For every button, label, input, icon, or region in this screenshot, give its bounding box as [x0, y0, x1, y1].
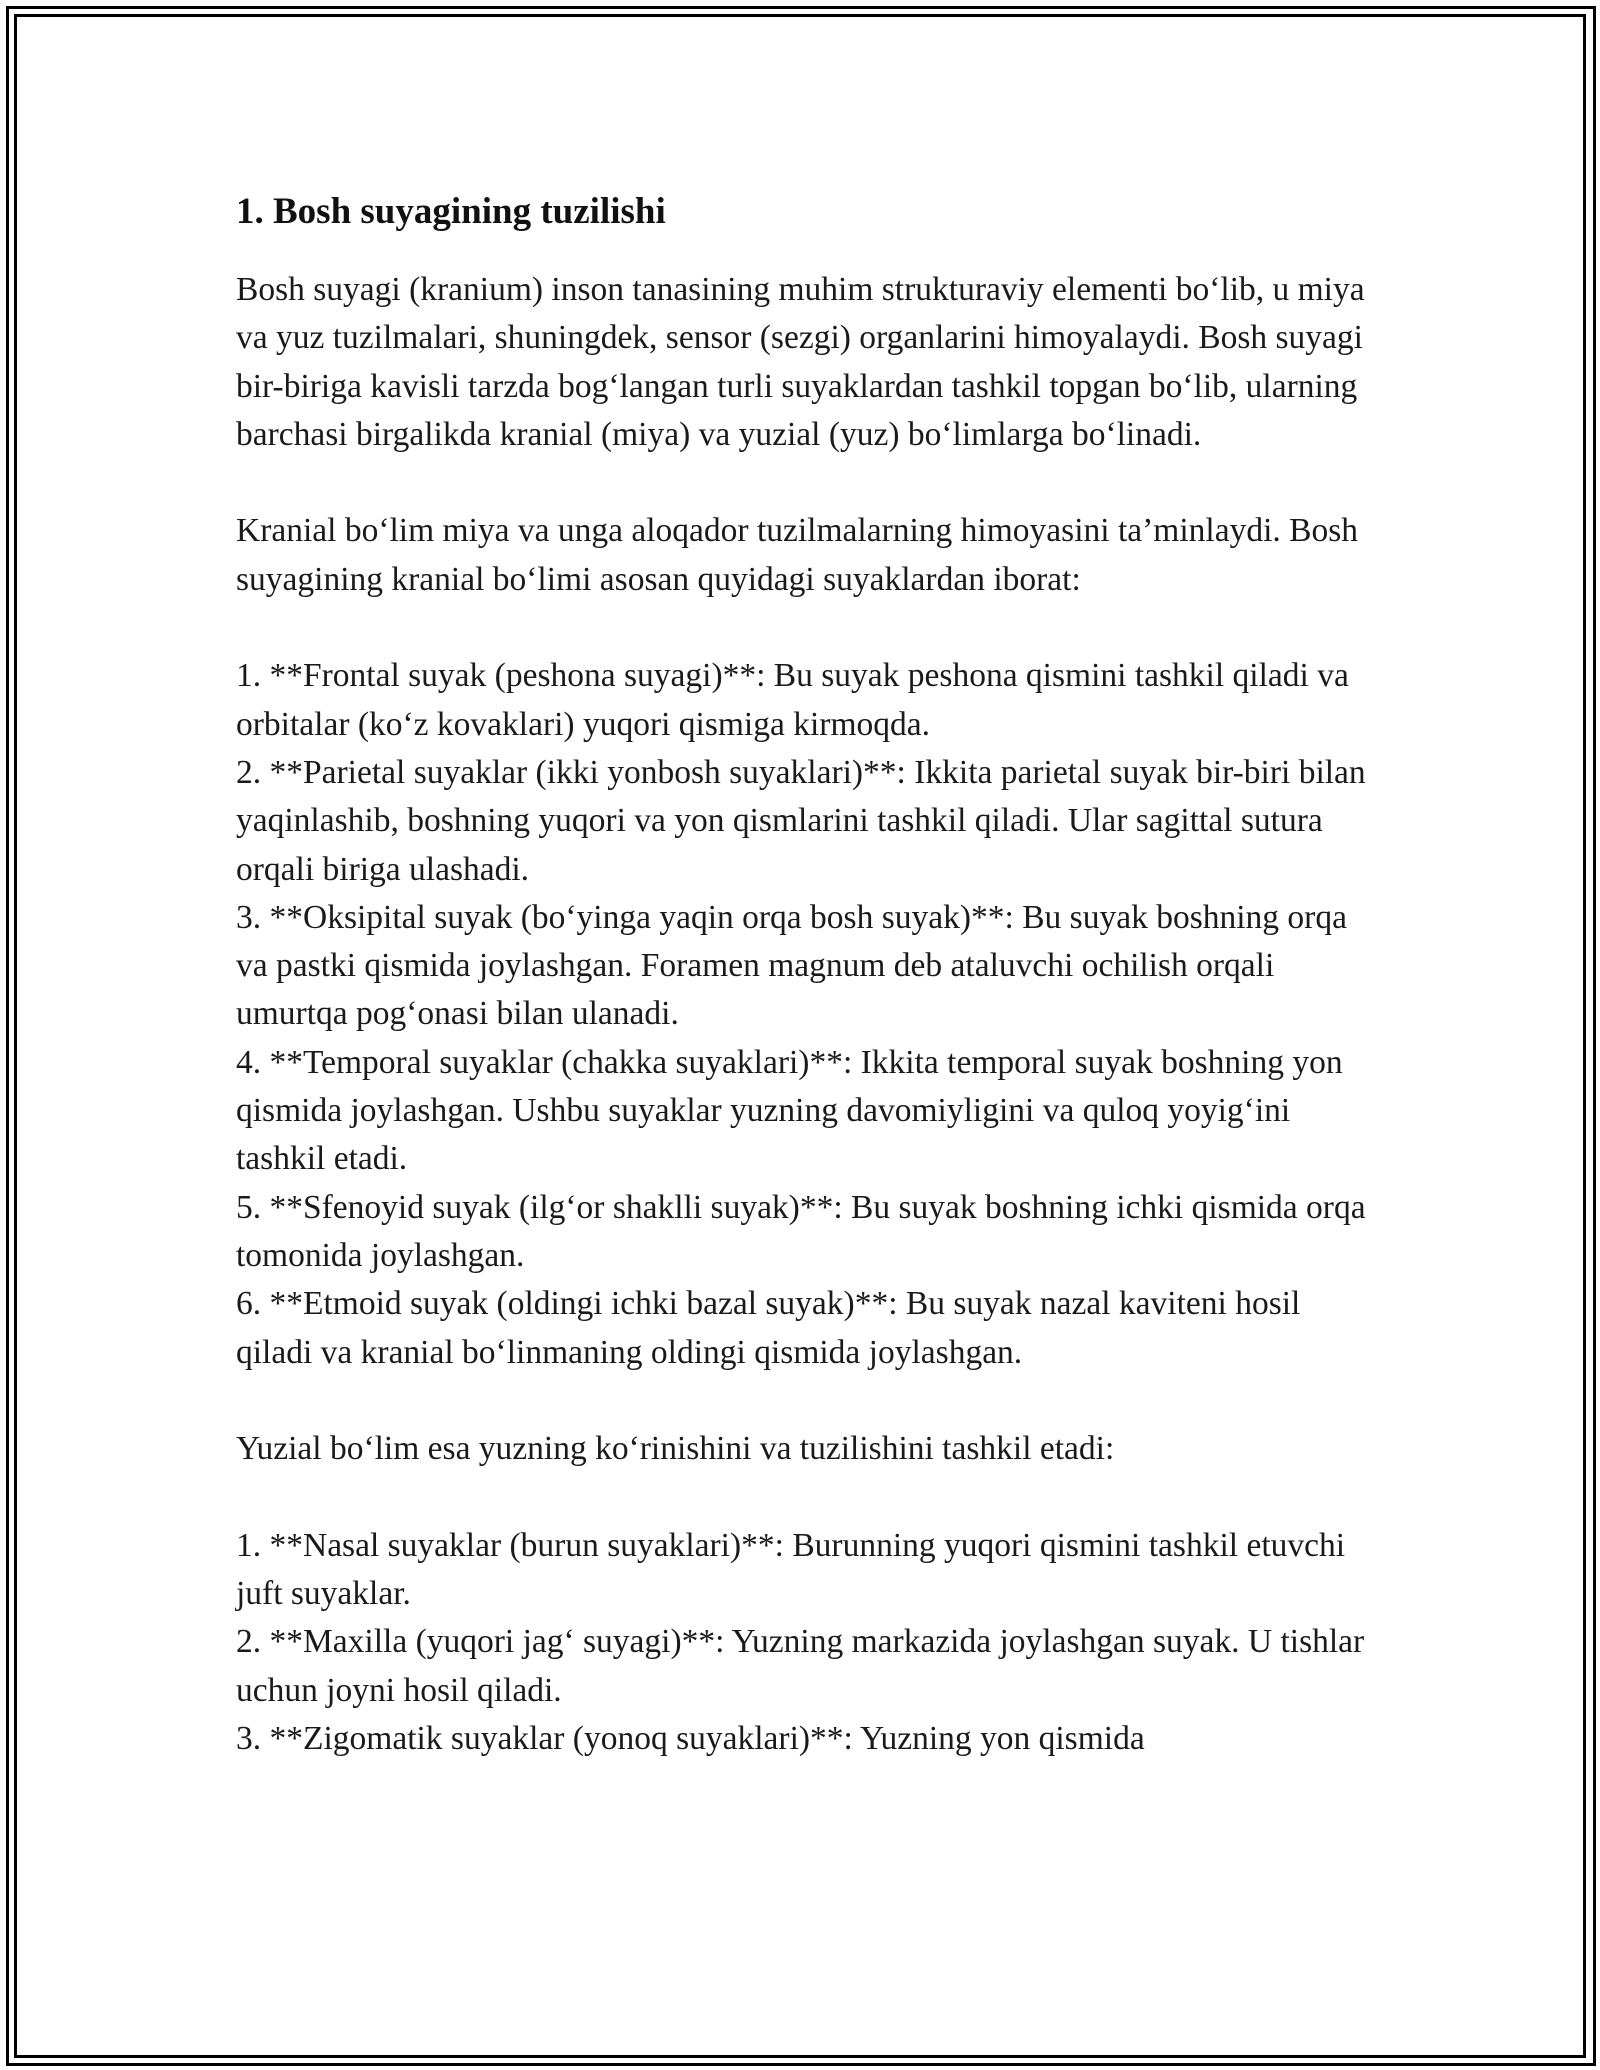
facial-bones-list — [236, 1522, 1366, 1763]
list-item: 3. **Zigomatik suyaklar (yonoq suyaklari)**: Yuzning yon qismida — [236, 1719, 1145, 1757]
list-item: 1. **Frontal suyak (peshona suyagi)**: Bu suyak peshona qismini tashkil qiladi va orbitalar (ko‘z kovaklari) yuqori qismiga kirmoqda. — [236, 657, 1349, 743]
intro-paragraph: Bosh suyagi (kranium) inson tanasining muhim strukturaviy elementi bo‘lib, u miya va yuz tuzilmalari, shuningdek, sensor (sezgi) organlarini himoyalaydi. Bosh suyagi bir-biriga kavisli tarzda bog‘langan turli suyaklardan tashkil topgan bo‘lib, ularning barchasi birgalikda kranial (miya) va yuzial (yuz) bo‘limlarga bo‘linadi. — [236, 271, 1365, 453]
document-body — [236, 266, 1366, 1763]
list-item: 6. **Etmoid suyak (oldingi ichki bazal suyak)**: Bu suyak nazal kaviteni hosil qiladi va kranial bo‘linmaning oldingi qismida joylashgan. — [236, 1285, 1301, 1371]
list-item: 2. **Maxilla (yuqori jag‘ suyagi)**: Yuzning markazida joylashgan suyak. U tishlar uchun joyni hosil qiladi. — [236, 1623, 1365, 1709]
cranial-intro-paragraph: Kranial bo‘lim miya va unga aloqador tuzilmalarning himoyasini ta’minlaydi. Bosh suyagining kranial bo‘limi asosan quyidagi suyaklardan iborat: — [236, 512, 1359, 598]
document-page — [236, 188, 1366, 1763]
list-item: 4. **Temporal suyaklar (chakka suyaklari)**: Ikkita temporal suyak boshning yon qismida joylashgan. Ushbu suyaklar yuzning davomiyligini va quloq yoyig‘ini tashkil etadi. — [236, 1043, 1343, 1178]
cranial-bones-list — [236, 652, 1366, 1376]
list-item: 2. **Parietal suyaklar (ikki yonbosh suyaklari)**: Ikkita parietal suyak bir-biri bilan yaqinlashib, boshning yuqori va yon qismlarini tashkil qiladi. Ular sagittal sutura orqali biriga ulashadi. — [236, 753, 1366, 888]
facial-intro-paragraph: Yuzial bo‘lim esa yuzning ko‘rinishini va tuzilishini tashkil etadi: — [236, 1430, 1115, 1468]
list-item: 1. **Nasal suyaklar (burun suyaklari)**: Burunning yuqori qismini tashkil etuvchi juft suyaklar. — [236, 1526, 1346, 1613]
list-item: 3. **Oksipital suyak (bo‘yinga yaqin orqa bosh suyak)**: Bu suyak boshning orqa va pastki qismida joylashgan. Foramen magnum deb ataluvchi ochilish orqali umurtqa pog‘onasi bilan ulanadi. — [236, 898, 1347, 1033]
section-title: 1. Bosh suyagining tuzilishi — [236, 191, 666, 232]
list-item: 5. **Sfenoyid suyak (ilg‘or shaklli suyak)**: Bu suyak boshning ichki qismida orqa tomonida joylashgan. — [236, 1188, 1366, 1274]
